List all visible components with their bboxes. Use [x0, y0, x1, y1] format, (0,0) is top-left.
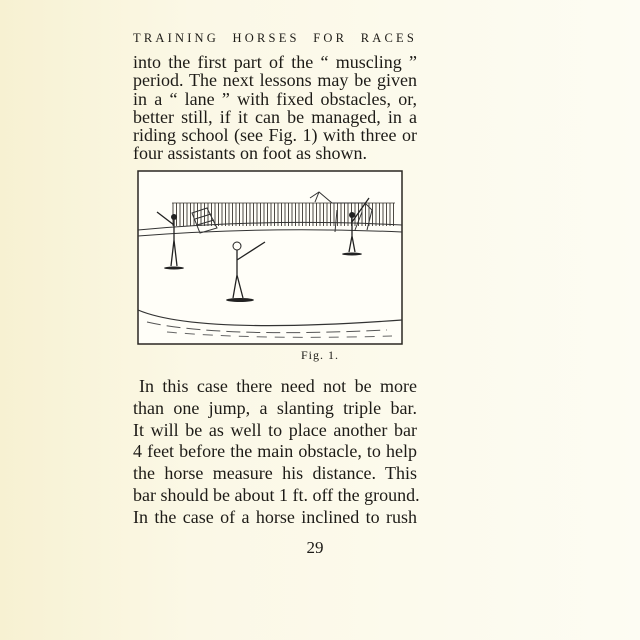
text-line: 4 feet before the main obstacle, to help: [133, 441, 417, 462]
text-line: period. The next lessons may be given: [133, 70, 417, 91]
text-line: In this case there need not be more: [139, 376, 417, 396]
text-line: riding school (see Fig. 1) with three or: [133, 125, 417, 146]
text-line: into the first part of the “ muscling ”: [133, 52, 417, 72]
text-line: the horse measure his distance. This: [133, 463, 417, 484]
figure-caption: Fig. 1.: [300, 348, 339, 362]
text-line: better still, if it can be managed, in a: [133, 106, 417, 127]
text-line: in a “ lane ” with fixed obstacles, or,: [133, 88, 417, 109]
paragraph-1: [133, 53, 417, 163]
text-line: It will be as well to place another bar: [133, 419, 417, 440]
figure-illustration: [137, 170, 403, 345]
text-line: In the case of a horse inclined to rush: [133, 506, 417, 527]
text-line: four assistants on foot as shown.: [133, 143, 367, 164]
page-number: 29: [306, 538, 324, 557]
text-line: than one jump, a slanting triple bar.: [133, 397, 417, 418]
running-head: TRAINING HORSES FOR RACES: [133, 31, 417, 45]
text-line: bar should be about 1 ft. off the ground.: [133, 484, 420, 505]
paragraph-2: [133, 376, 420, 529]
